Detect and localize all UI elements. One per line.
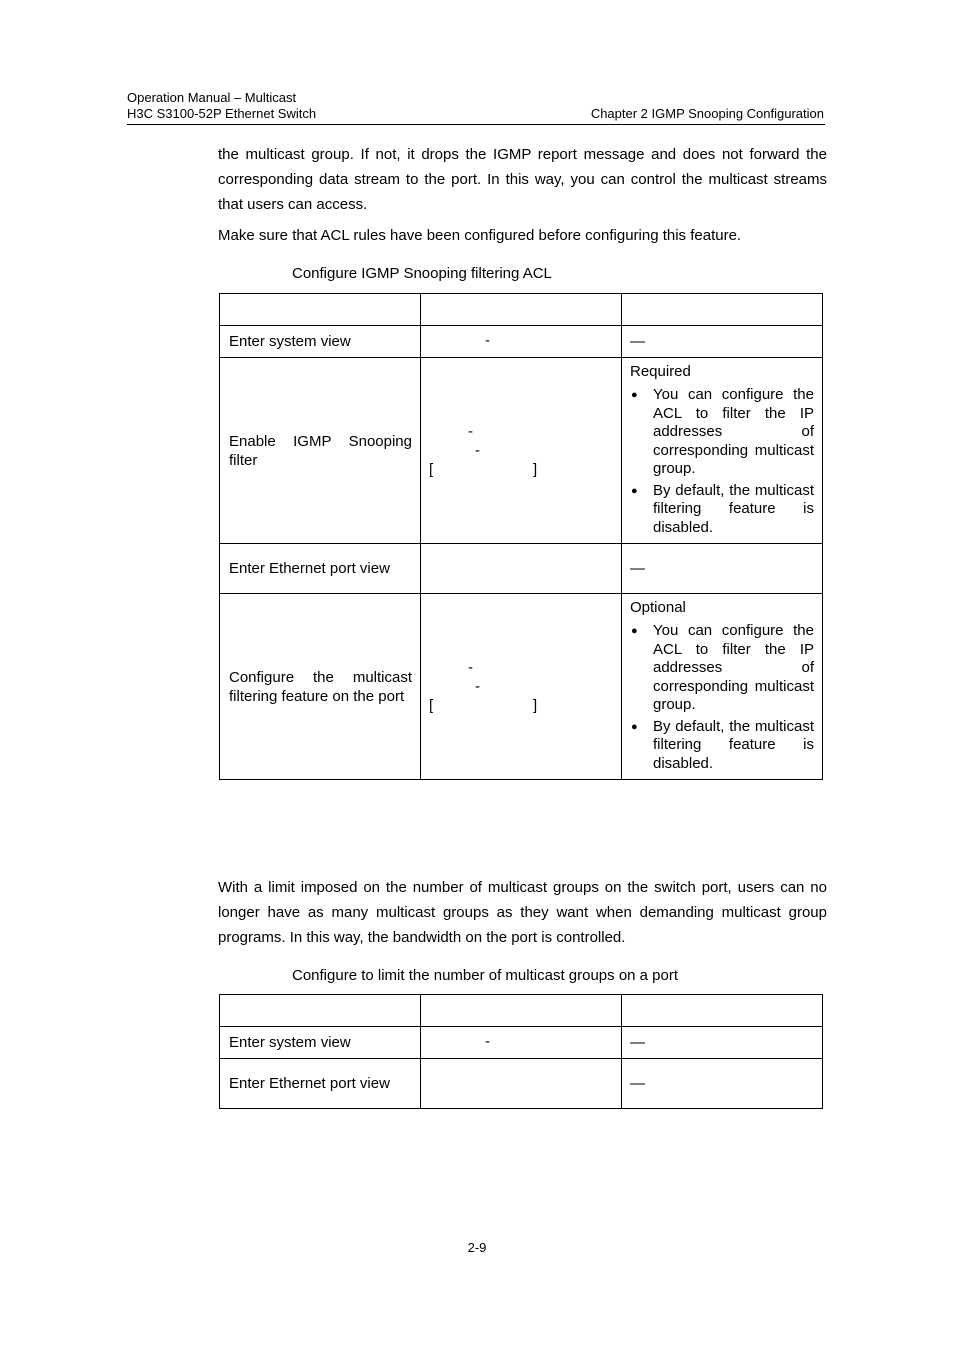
requirement-label: Optional <box>630 599 686 616</box>
description-cell: — <box>630 560 645 577</box>
command-fragment: - <box>468 659 473 676</box>
header-cell-operation <box>220 995 421 1027</box>
command-cell <box>421 358 621 543</box>
command-cell <box>421 1027 621 1058</box>
requirement-label: Required <box>630 363 691 380</box>
product-name: H3C S3100-52P Ethernet Switch <box>127 106 317 121</box>
chapter-title: Chapter 2 IGMP Snooping Configuration <box>590 106 824 121</box>
body-paragraph-3: With a limit imposed on the number of multicast groups on the switch port, users can no longer have as many multicast groups as they want when demanding multicast group programs. In this way, the bandwidth on the port is controlled. <box>218 879 827 946</box>
manual-title: Operation Manual – Multicast <box>127 90 297 105</box>
table-row <box>220 1059 823 1109</box>
operation-cell: Enter system view <box>229 332 351 350</box>
bullet-dot-icon: ● <box>631 389 638 401</box>
body-paragraph-1: the multicast group. If not, it drops the IGMP report message and does not forward the corresponding data stream to the port. In this way, you can control the multicast streams that users can access. <box>218 146 827 213</box>
table-row <box>220 358 823 544</box>
operation-cell: Configure the multicast filtering feature on the port <box>229 668 412 705</box>
command-fragment: - <box>485 1033 490 1050</box>
body-paragraph-2: Make sure that ACL rules have been configured before configuring this feature. <box>218 227 742 244</box>
list-item: ● You can configure the ACL to filter the IP addresses of corresponding multicast group. <box>631 386 814 477</box>
list-item: ● By default, the multicast filtering feature is disabled. <box>631 481 814 536</box>
operation-cell: Enter Ethernet port view <box>229 559 390 577</box>
header-cell-description <box>622 294 823 326</box>
description-cell <box>622 358 822 542</box>
description-cell <box>622 594 822 778</box>
command-cell <box>421 594 621 779</box>
description-list <box>630 622 814 773</box>
page-header <box>127 90 824 122</box>
command-fragment: - <box>485 332 490 349</box>
header-cell-description <box>622 995 823 1027</box>
command-fragment: - <box>475 678 480 695</box>
operation-cell: Enable IGMP Snooping filter <box>229 432 412 469</box>
igmp-filter-table <box>219 293 823 780</box>
table-caption-2: Configure to limit the number of multicast groups on a port <box>292 967 679 984</box>
header-cell-operation <box>220 294 421 326</box>
header-cell-command <box>421 995 622 1027</box>
table-row <box>220 326 823 358</box>
list-item: ● You can configure the ACL to filter the IP addresses of corresponding multicast group. <box>631 622 814 713</box>
table-row <box>220 1027 823 1059</box>
command-fragment: - <box>468 423 473 440</box>
description-cell: — <box>630 1075 645 1092</box>
group-limit-table <box>219 994 823 1109</box>
header-rule <box>127 124 825 125</box>
description-cell: — <box>630 333 645 350</box>
description-cell: — <box>630 1034 645 1051</box>
table-caption-1: Configure IGMP Snooping filtering ACL <box>292 265 552 282</box>
command-fragment: ] <box>533 697 538 714</box>
list-item: ● By default, the multicast filtering feature is disabled. <box>631 717 814 772</box>
command-fragment: [ <box>429 697 434 714</box>
bullet-dot-icon: ● <box>631 625 638 637</box>
command-fragment: [ <box>429 461 434 478</box>
bullet-dot-icon: ● <box>631 484 638 497</box>
command-fragment: - <box>475 442 480 459</box>
table-row <box>220 544 823 594</box>
table-header-row <box>220 995 823 1027</box>
description-list <box>630 386 814 537</box>
table-row <box>220 594 823 780</box>
command-fragment: ] <box>533 461 538 478</box>
header-cell-command <box>421 294 622 326</box>
table-header-row <box>220 294 823 326</box>
command-cell <box>421 1059 622 1109</box>
command-cell <box>421 326 621 357</box>
bullet-dot-icon: ● <box>631 720 638 733</box>
page-number: 2-9 <box>467 1240 487 1255</box>
operation-cell: Enter Ethernet port view <box>229 1074 390 1092</box>
command-cell <box>421 544 622 594</box>
operation-cell: Enter system view <box>229 1033 351 1051</box>
